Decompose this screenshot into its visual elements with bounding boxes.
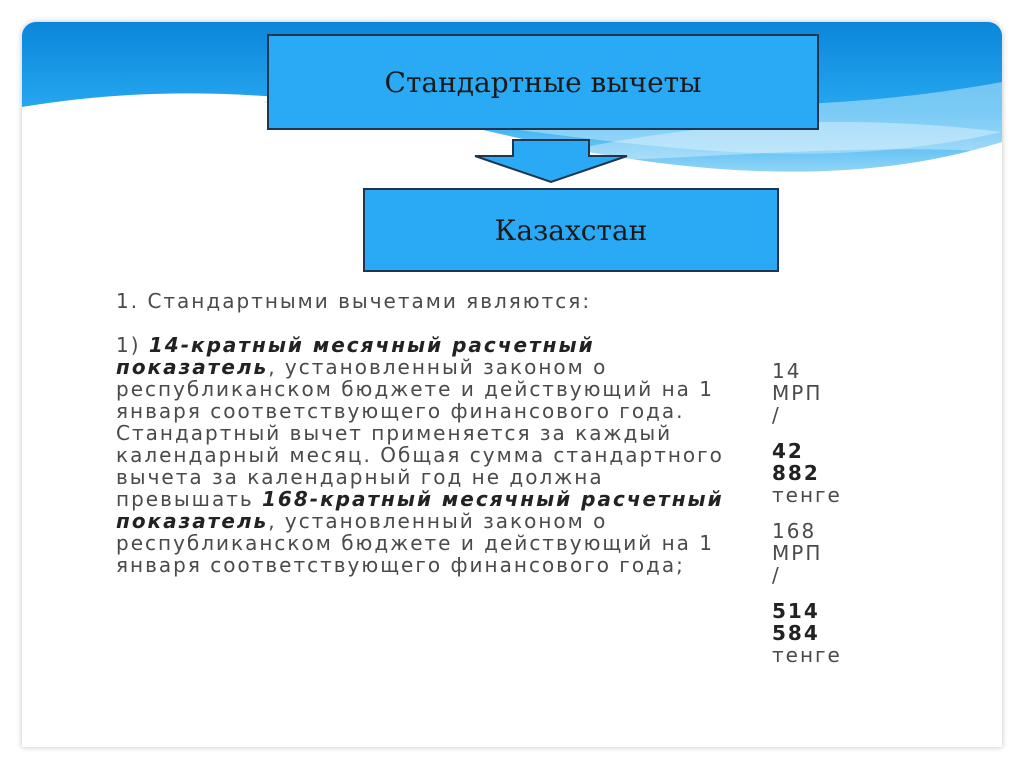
a-amount-2: 882 [772, 461, 820, 485]
a-num: 14 [772, 359, 802, 383]
intro-paragraph: 1. Стандартными вычетами являются: [116, 289, 592, 313]
deductions-text [116, 290, 736, 576]
title-box [267, 34, 819, 130]
down-arrow-icon [471, 138, 631, 184]
slide [22, 22, 1002, 747]
b-slash: / [772, 563, 781, 587]
item-prefix: 1) [116, 333, 149, 357]
a-slash: / [772, 403, 781, 427]
b-currency: тенге [772, 643, 842, 667]
country-text: Казахстан [494, 213, 648, 247]
a-amount-1: 42 [772, 439, 804, 463]
item-bold-2: 168-кратный месячный расчетный показатель [116, 487, 724, 533]
item-bold-1: 14-кратный месячный расчетный показатель [116, 333, 595, 379]
b-amount-2: 584 [772, 621, 820, 645]
b-amount-1: 514 [772, 599, 820, 623]
a-unit: МРП [772, 381, 823, 405]
title-text: Стандартные вычеты [384, 65, 702, 99]
item-paragraph [116, 334, 736, 576]
item-text-2: , установленный законом о республиканском бюджете и действующий на 1 января соответствующего финансового года; [116, 509, 715, 577]
country-box [363, 188, 779, 272]
item-text-1: , установленный законом о республиканском бюджете и действующий на 1 января соответствующего финансового года. Стандартный вычет применяется за каждый календарный месяц. Общая сумма стандартного вычета за календарный год не должна превышать [116, 355, 724, 511]
b-unit: МРП [772, 541, 823, 565]
amounts-column [772, 360, 882, 666]
b-num: 168 [772, 519, 817, 543]
a-currency: тенге [772, 483, 842, 507]
